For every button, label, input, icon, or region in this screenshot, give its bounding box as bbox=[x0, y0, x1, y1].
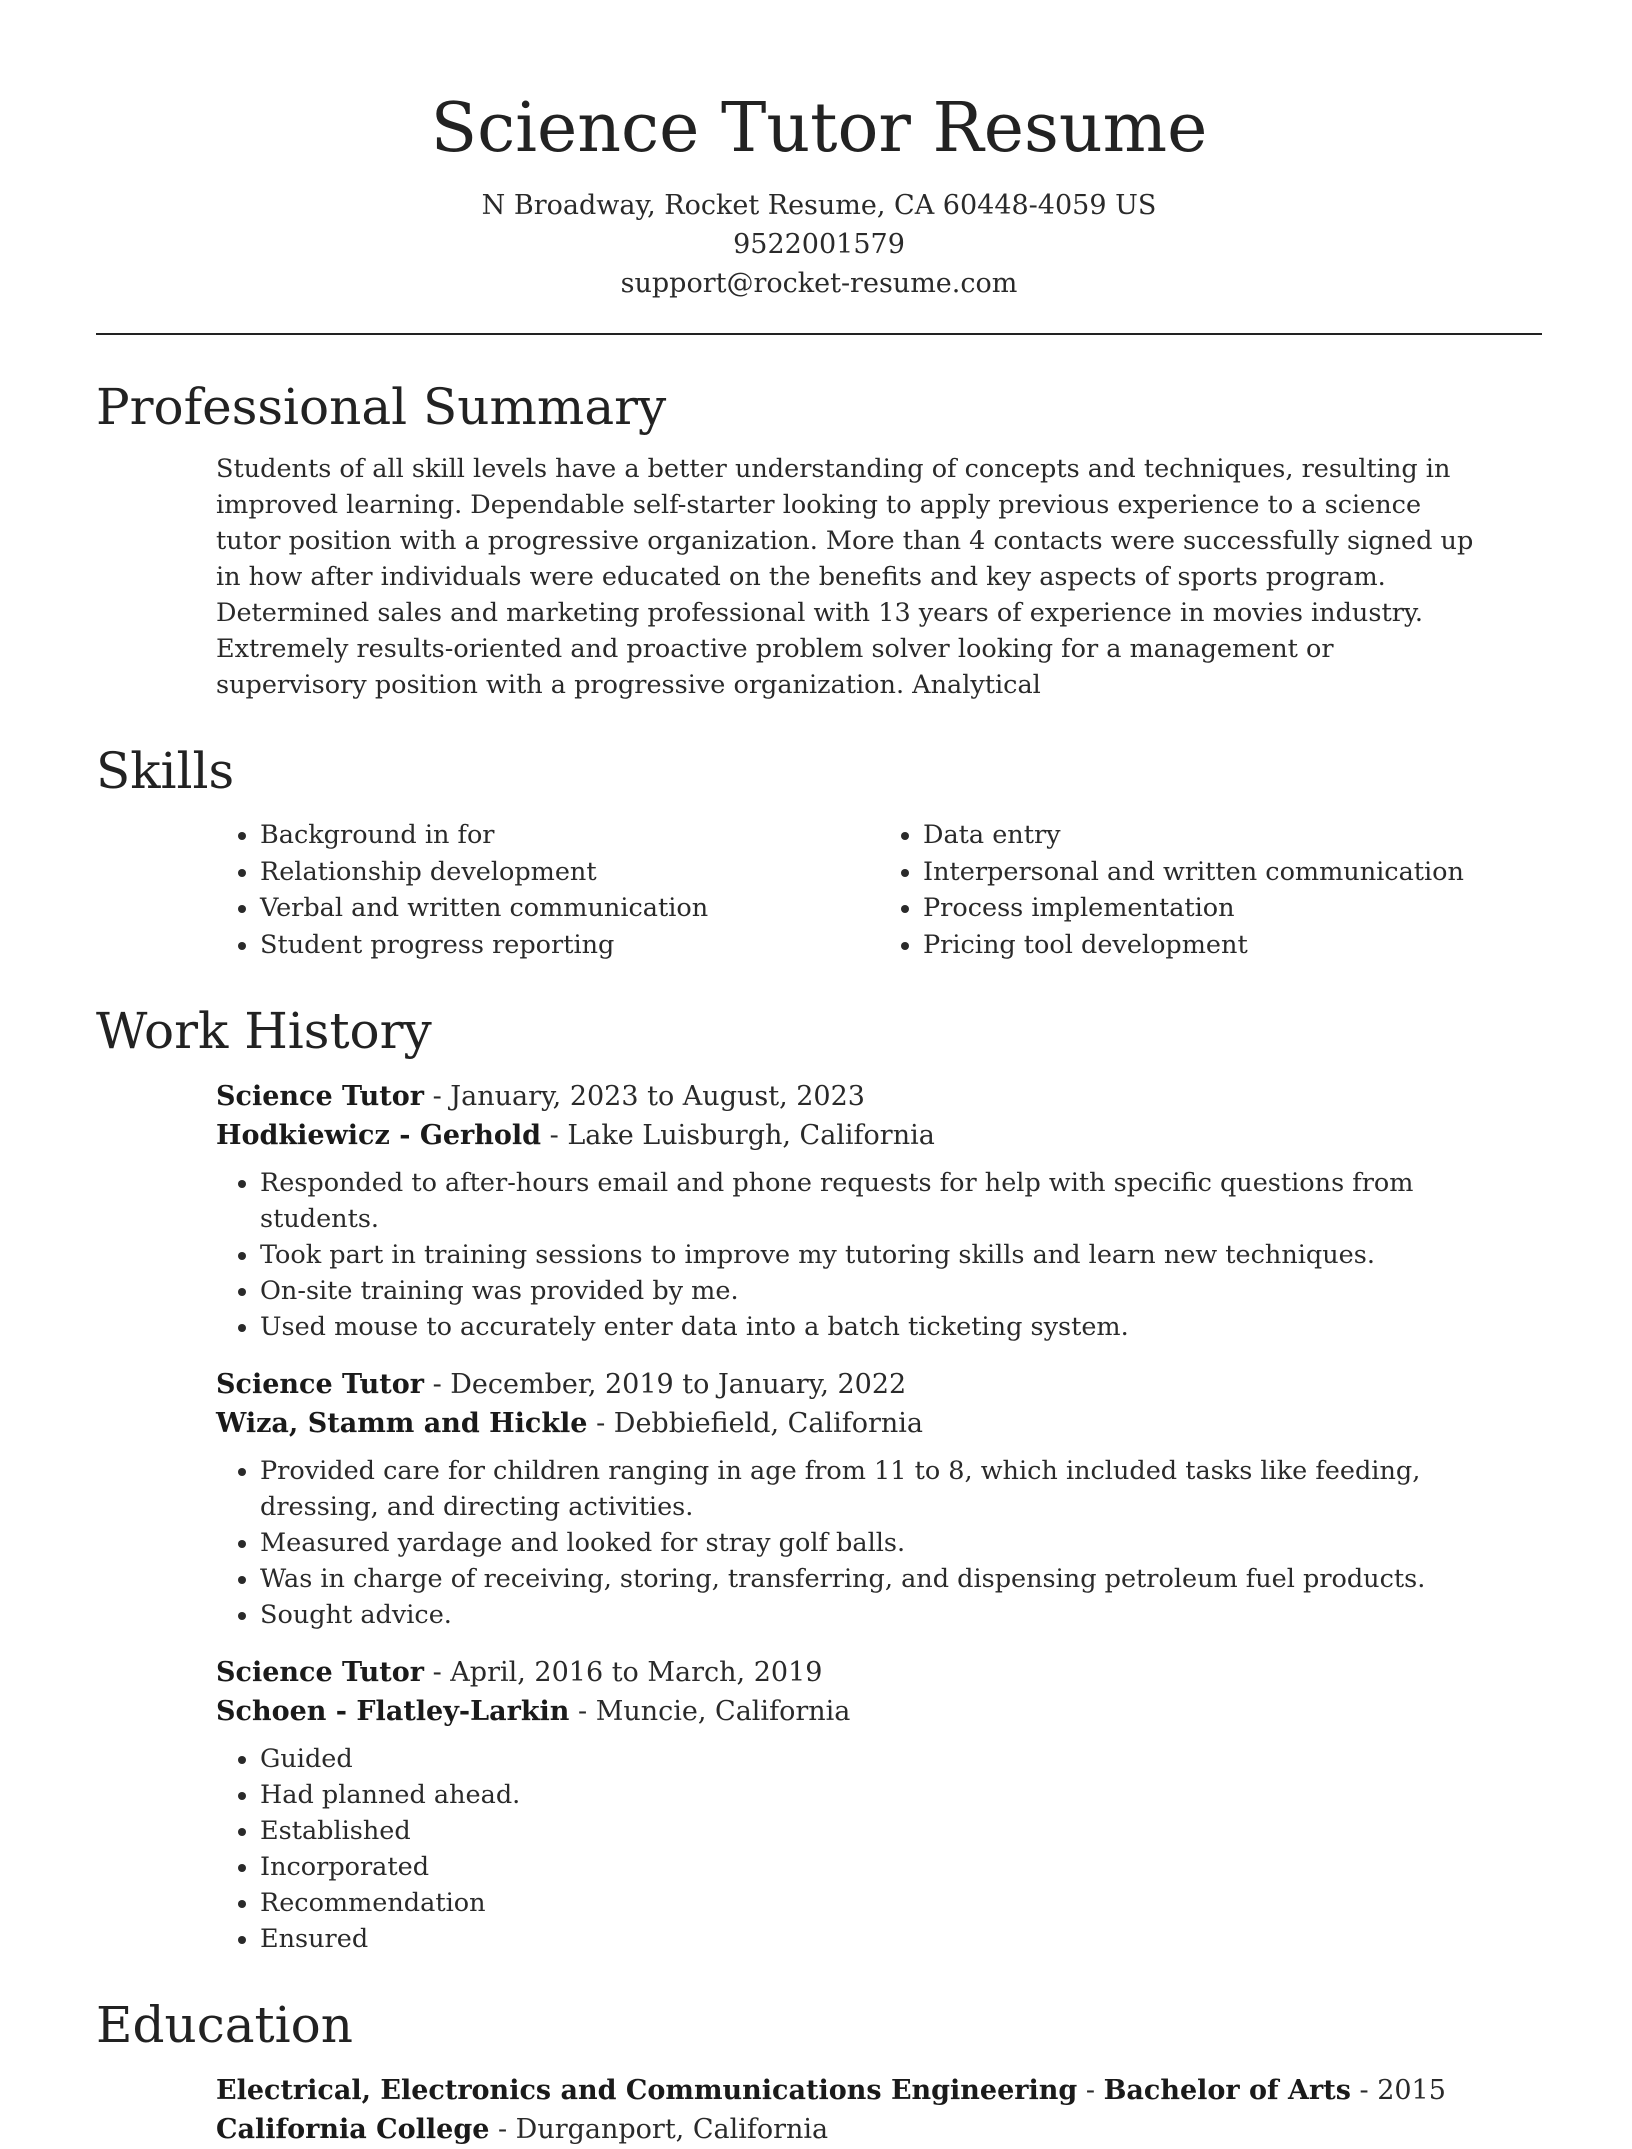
skills-title: Skills bbox=[96, 742, 235, 800]
header-divider bbox=[96, 333, 1542, 335]
job-role: Science Tutor bbox=[216, 1369, 424, 1400]
job-bullet: • Recommendation bbox=[260, 1885, 1482, 1921]
job-dates: December, 2019 to January, 2022 bbox=[450, 1369, 907, 1400]
job-bullet: • On-site training was provided by me. bbox=[260, 1273, 1482, 1309]
job-bullet: • Was in charge of receiving, storing, transferring, and dispensing petroleum fuel products. bbox=[260, 1561, 1482, 1597]
resume-header bbox=[96, 0, 1542, 303]
skills-right-column bbox=[879, 817, 1542, 963]
work-history-section bbox=[96, 999, 1542, 1957]
job-location: Debbiefield, California bbox=[613, 1408, 923, 1439]
skill-item: • Process implementation bbox=[923, 890, 1542, 927]
education-year: 2015 bbox=[1377, 2075, 1446, 2106]
job-bullet: • Ensured bbox=[260, 1921, 1482, 1957]
skill-item: • Interpersonal and written communication bbox=[923, 854, 1542, 891]
job-bullet: • Responded to after-hours email and phone requests for help with specific questions from students. bbox=[260, 1165, 1482, 1237]
job-company-line: Wiza, Stamm and Hickle - Debbiefield, California bbox=[216, 1408, 923, 1439]
job-role: Science Tutor bbox=[216, 1081, 424, 1112]
skill-item: • Data entry bbox=[923, 817, 1542, 854]
job-bullet: • Provided care for children ranging in age from 11 to 8, which included tasks like feeding, dressing, and directing activities. bbox=[260, 1453, 1482, 1525]
education-location: Durganport, California bbox=[515, 2114, 829, 2145]
skills-grid bbox=[216, 817, 1542, 963]
job-role-line: Science Tutor - April, 2016 to March, 2019 bbox=[216, 1657, 823, 1688]
job-entry bbox=[216, 1077, 1542, 1345]
skill-item: • Student progress reporting bbox=[260, 927, 879, 964]
job-bullets bbox=[216, 1165, 1542, 1345]
resume-page bbox=[96, 0, 1542, 2149]
work-history-title: Work History bbox=[96, 1002, 432, 1060]
job-bullet: • Measured yardage and looked for stray golf balls. bbox=[260, 1525, 1482, 1561]
job-location: Lake Luisburgh, California bbox=[567, 1120, 935, 1151]
contact-address: N Broadway, Rocket Resume, CA 60448-4059 US bbox=[481, 190, 1157, 221]
job-company: Wiza, Stamm and Hickle bbox=[216, 1408, 588, 1439]
job-bullets bbox=[216, 1741, 1542, 1957]
job-bullet: • Used mouse to accurately enter data into a batch ticketing system. bbox=[260, 1309, 1482, 1345]
job-role-line: Science Tutor - January, 2023 to August, 2023 bbox=[216, 1081, 865, 1112]
skill-item: • Background in for bbox=[260, 817, 879, 854]
work-history-list bbox=[216, 1077, 1542, 1957]
job-company-line: Schoen - Flatley-Larkin - Muncie, California bbox=[216, 1696, 851, 1727]
job-entry bbox=[216, 1653, 1542, 1957]
job-bullet: • Guided bbox=[260, 1741, 1482, 1777]
skill-item: • Verbal and written communication bbox=[260, 890, 879, 927]
job-bullet: • Established bbox=[260, 1813, 1482, 1849]
summary-text: Students of all skill levels have a better understanding of concepts and techniques, resulting in improved learning. Dependable self-starter looking to apply previous experience to a science tutor position with a progressive organization. More than 4 contacts were successfully signed up in how after individuals were educated on the benefits and key aspects of sports program. Determined sales and marketing professional with 13 years of experience in movies industry. Extremely results-oriented and proactive problem solver looking for a management or supervisory position with a progressive organization. Analytical bbox=[216, 454, 1474, 700]
education-school-line: California College - Durganport, California bbox=[216, 2114, 829, 2145]
education-entry bbox=[216, 2071, 1542, 2149]
contact-phone: 9522001579 bbox=[733, 229, 905, 260]
skill-item: • Relationship development bbox=[260, 854, 879, 891]
education-field: Electrical, Electronics and Communications Engineering bbox=[216, 2075, 1078, 2106]
education-degree: Bachelor of Arts bbox=[1103, 2075, 1351, 2106]
job-role-line: Science Tutor - December, 2019 to January, 2022 bbox=[216, 1369, 907, 1400]
job-bullet: • Had planned ahead. bbox=[260, 1777, 1482, 1813]
job-company-line: Hodkiewicz - Gerhold - Lake Luisburgh, California bbox=[216, 1120, 935, 1151]
education-title: Education bbox=[96, 1996, 353, 2054]
skills-left-column bbox=[216, 817, 879, 963]
resume-title: Science Tutor Resume bbox=[430, 89, 1208, 168]
job-bullet: • Took part in training sessions to improve my tutoring skills and learn new techniques. bbox=[260, 1237, 1482, 1273]
job-location: Muncie, California bbox=[595, 1696, 851, 1727]
skills-section bbox=[96, 739, 1542, 963]
contact-info bbox=[96, 186, 1542, 303]
job-role: Science Tutor bbox=[216, 1657, 424, 1688]
job-dates: April, 2016 to March, 2019 bbox=[450, 1657, 823, 1688]
job-bullets bbox=[216, 1453, 1542, 1633]
job-bullet: • Sought advice. bbox=[260, 1597, 1482, 1633]
summary-section bbox=[96, 375, 1542, 703]
skill-item: • Pricing tool development bbox=[923, 927, 1542, 964]
summary-title: Professional Summary bbox=[96, 378, 667, 436]
job-entry bbox=[216, 1365, 1542, 1633]
education-degree-line: Electrical, Electronics and Communications Engineering - Bachelor of Arts - 2015 bbox=[216, 2075, 1446, 2106]
job-bullet: • Incorporated bbox=[260, 1849, 1482, 1885]
job-company: Schoen - Flatley-Larkin bbox=[216, 1696, 570, 1727]
contact-email: support@rocket-resume.com bbox=[620, 268, 1018, 299]
job-dates: January, 2023 to August, 2023 bbox=[450, 1081, 865, 1112]
job-company: Hodkiewicz - Gerhold bbox=[216, 1120, 542, 1151]
education-section bbox=[96, 1993, 1542, 2149]
education-school: California College bbox=[216, 2114, 490, 2145]
